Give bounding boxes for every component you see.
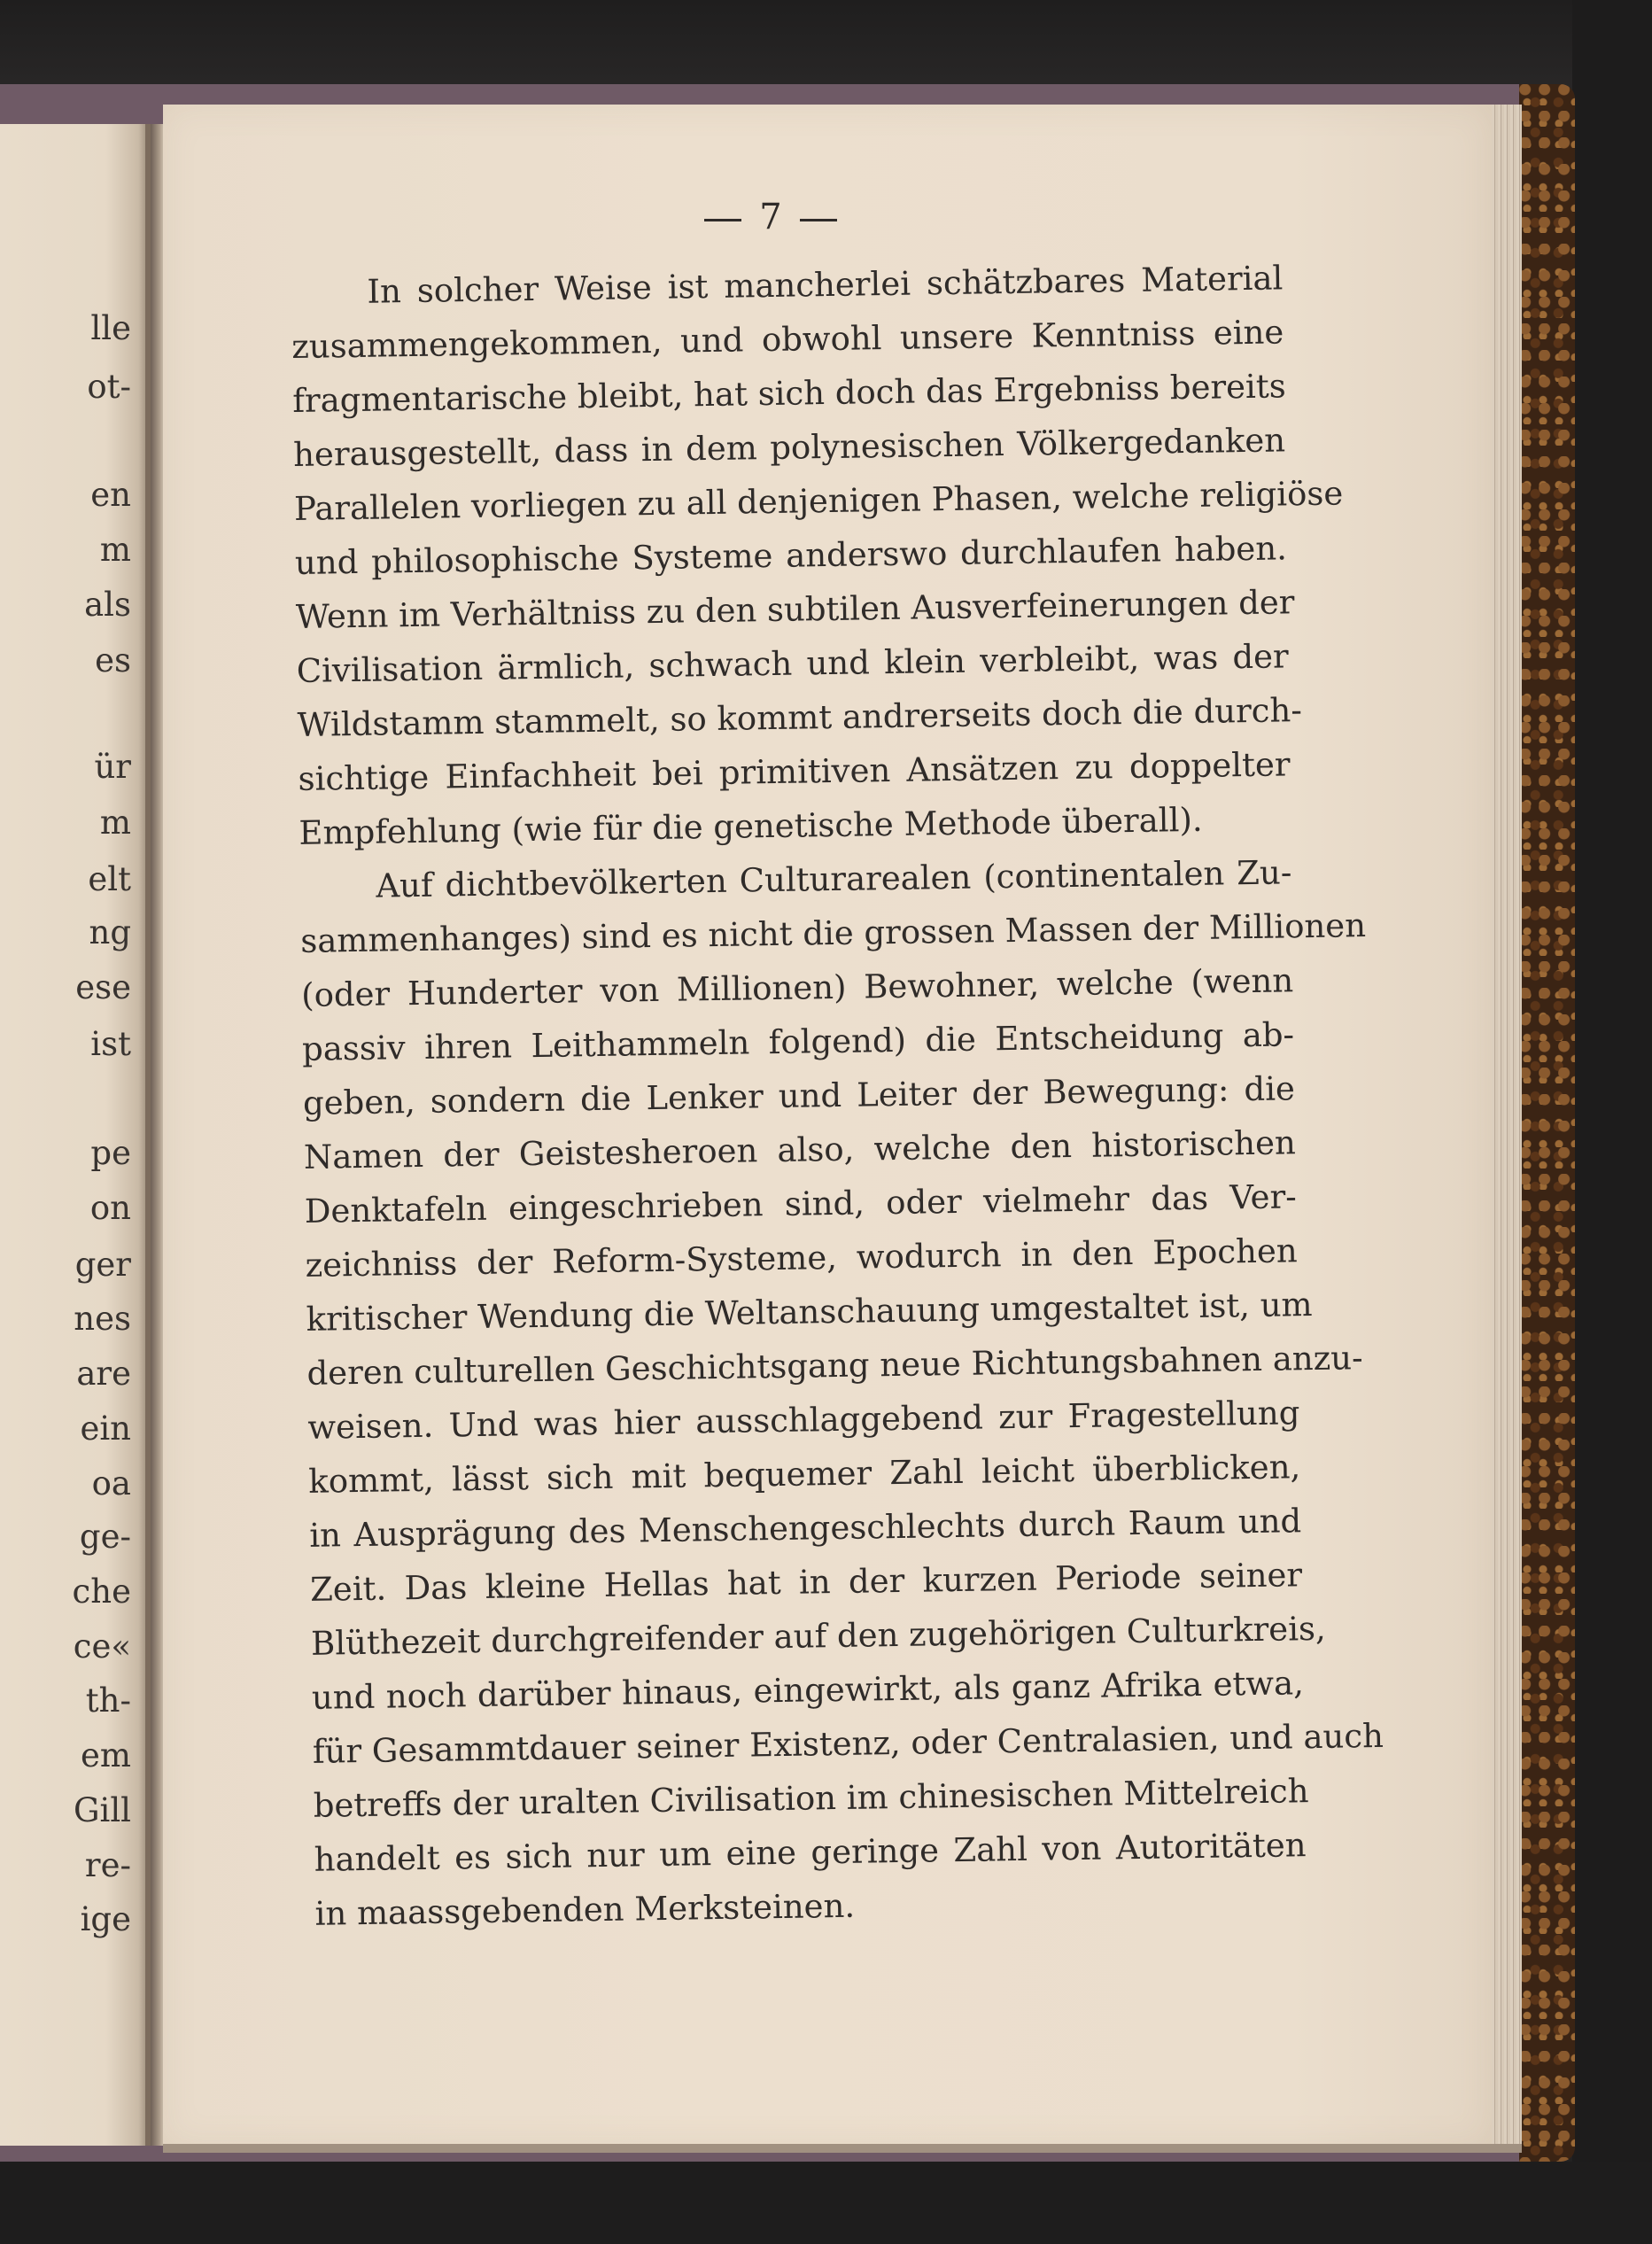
left-page-fragment: m	[99, 531, 131, 569]
left-page-fragment: em	[81, 1736, 131, 1774]
left-page-fragment: re-	[84, 1846, 131, 1884]
left-page-fragment: ein	[80, 1409, 131, 1448]
background-bottom	[0, 2162, 1652, 2244]
left-page-fragment: es	[95, 641, 131, 679]
page-number	[664, 197, 877, 237]
left-page-fragment: che	[72, 1572, 131, 1611]
left-page-fragment: ige	[80, 1900, 131, 1938]
left-page-fragment: ür	[94, 748, 131, 786]
text-line: Empfehlung (wie für die genetische Methode überall).	[299, 800, 1203, 852]
left-page-fragment: als	[84, 586, 131, 624]
text-line: Wildstamm stammelt, so kommt andrerseits doch die durch-	[297, 691, 1303, 744]
paragraph	[291, 251, 1344, 860]
page-number-value: 7	[759, 197, 782, 237]
page-stack-edge	[1492, 105, 1522, 2147]
left-page-fragment: elt	[88, 860, 131, 898]
text-line: (oder Hunderter von Millionen) Bewohner, welche (wenn	[300, 961, 1294, 1014]
text-line: und philosophische Systeme anderswo durchlaufen haben.	[294, 529, 1288, 582]
text-line: Blüthezeit durchgreifender auf den zugehörigen Culturkreis,	[310, 1609, 1327, 1663]
text-line: kommt, lässt sich mit bequemer Zahl leicht überblicken,	[308, 1448, 1301, 1501]
text-line: Denktafeln eingeschrieben sind, oder vielmehr das Ver-	[304, 1177, 1298, 1231]
text-line: sammenhanges) sind es nicht die grossen Massen der Millionen	[299, 906, 1367, 960]
page-number-dash-right	[800, 219, 837, 221]
text-line: geben, sondern die Lenker und Leiter der Bewegung: die	[302, 1069, 1296, 1122]
marbled-board	[1519, 84, 1575, 2162]
text-line: Parallelen vorliegen zu all denjenigen Phasen, welche religiöse	[293, 474, 1344, 528]
left-page-fragment: oa	[91, 1464, 131, 1502]
text-line: deren culturellen Geschichtsgang neue Richtungsbahnen anzu-	[306, 1339, 1363, 1393]
left-page-fragment: lle	[90, 309, 131, 347]
left-page-fragment: en	[90, 476, 131, 514]
body-text	[291, 251, 1384, 1940]
background-right	[1572, 0, 1652, 2244]
text-line: betreffs der uralten Civilisation im chinesischen Mittelreich	[313, 1772, 1309, 1825]
left-page-fragment: on	[89, 1189, 131, 1227]
text-line: Namen der Geistesheroen also, welche den historischen	[303, 1123, 1297, 1176]
text-line: in Ausprägung des Menschengeschlechts durch Raum und	[308, 1502, 1302, 1555]
left-page-fragment: ng	[89, 913, 131, 951]
text-line: zeichniss der Reform-Systeme, wodurch in den Epochen	[305, 1231, 1298, 1285]
text-line: und noch darüber hinaus, eingewirkt, als ganz Afrika etwa,	[311, 1664, 1305, 1717]
paragraph	[299, 845, 1384, 1940]
left-page-fragment: ist	[90, 1025, 131, 1063]
left-page-fragment: ese	[75, 968, 131, 1006]
text-line: handelt es sich nur um eine geringe Zahl von Autoritäten	[314, 1826, 1307, 1879]
left-page	[0, 124, 151, 2146]
left-page-fragment: m	[99, 804, 131, 842]
left-page-fragment: ce«	[73, 1627, 131, 1666]
text-line: herausgestellt, dass in dem polynesischen Völkergedanken	[292, 421, 1286, 474]
text-line: Wenn im Verhältniss zu den subtilen Ausverfeinerungen der	[295, 583, 1295, 636]
page-number-dash-left	[704, 219, 741, 221]
left-page-fragment: th-	[85, 1681, 131, 1720]
text-line: Civilisation ärmlich, schwach und klein verbleibt, was der	[296, 637, 1289, 690]
left-page-fragment: nes	[74, 1300, 131, 1338]
text-line: Zeit. Das kleine Hellas hat in der kurzen Periode seiner	[309, 1556, 1303, 1609]
text-line: Auf dichtbevölkerten Culturarealen (continentalen Zu-	[376, 853, 1292, 905]
text-line: kritischer Wendung die Weltanschauung umgestaltet ist, um	[306, 1285, 1313, 1339]
page-bottom-edge	[163, 2144, 1522, 2153]
text-line: fragmentarische bleibt, hat sich doch das Ergebniss bereits	[291, 367, 1287, 420]
left-page-fragment: are	[76, 1355, 131, 1393]
text-line: passiv ihren Leithammeln folgend) die Entscheidung ab-	[301, 1015, 1295, 1068]
left-page-fragment: ger	[74, 1246, 131, 1284]
text-line: weisen. Und was hier ausschlaggebend zur Fragestellung	[307, 1394, 1300, 1447]
left-page-fragment: ot-	[87, 368, 131, 406]
left-page-fragment: ge-	[79, 1518, 131, 1556]
text-line: in maassgebenden Merksteinen.	[314, 1886, 856, 1933]
left-page-fragment: pe	[90, 1134, 131, 1172]
left-page-fragment: Gill	[73, 1791, 131, 1829]
text-line: für Gesammtdauer seiner Existenz, oder Centralasien, und auch	[312, 1716, 1384, 1771]
text-line: zusammengekommen, und obwohl unsere Kenntniss eine	[291, 313, 1284, 366]
text-line: sichtige Einfachheit bei primitiven Ansätzen zu doppelter	[298, 745, 1291, 798]
text-line: In solcher Weise ist mancherlei schätzbares Material	[367, 259, 1284, 311]
